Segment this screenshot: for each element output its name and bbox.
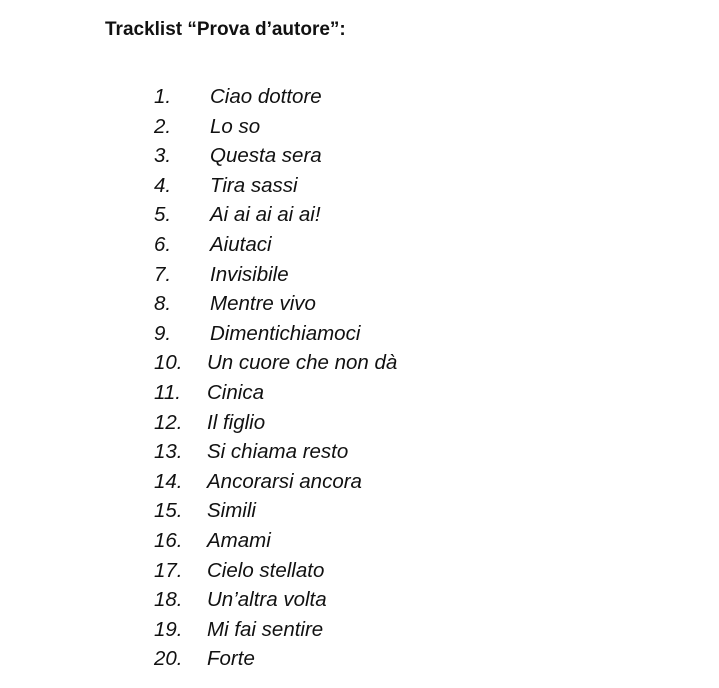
track-title: Tira sassi — [210, 173, 298, 197]
track-number: 3. — [154, 144, 172, 168]
track-title: Simili — [207, 499, 256, 523]
track-title: Un’altra volta — [207, 588, 327, 612]
track-title: Mentre vivo — [210, 292, 316, 316]
track-number: 5. — [154, 203, 172, 227]
track-number: 16. — [154, 528, 183, 552]
track-number: 8. — [154, 292, 172, 316]
track-number: 4. — [154, 173, 172, 197]
track-number: 11. — [154, 380, 181, 404]
track-title: Dimentichiamoci — [210, 321, 361, 345]
track-title: Mi fai sentire — [207, 617, 324, 641]
track-title: Aiutaci — [210, 232, 272, 256]
track-number: 13. — [154, 440, 183, 464]
track-title: Il figlio — [207, 410, 266, 434]
track-title: Si chiama resto — [207, 440, 349, 464]
track-number: 10. — [154, 351, 183, 375]
track-number: 17. — [154, 558, 183, 582]
track-title: Forte — [207, 647, 255, 671]
track-number: 18. — [154, 588, 183, 612]
track-number: 15. — [154, 499, 183, 523]
track-title: Questa sera — [210, 144, 322, 168]
track-title: Cielo stellato — [207, 558, 325, 582]
track-title: Invisibile — [210, 262, 289, 286]
track-title: Un cuore che non dà — [207, 351, 398, 375]
track-number: 6. — [154, 232, 172, 256]
track-number: 20. — [154, 647, 183, 671]
track-number: 1. — [154, 85, 172, 108]
track-title: Ai ai ai ai ai! — [210, 203, 321, 227]
track-title: Ciao dottore — [210, 85, 322, 108]
track-number: 2. — [154, 114, 172, 138]
track-title: Ancorarsi ancora — [207, 469, 362, 493]
track-title: Amami — [207, 528, 271, 552]
track-title: Cinica — [207, 380, 264, 404]
track-title: Lo so — [210, 114, 261, 138]
document-title: Tracklist “Prova d’autore”: — [105, 19, 346, 40]
track-number: 7. — [154, 262, 172, 286]
track-number: 14. — [154, 469, 183, 493]
track-number: 12. — [154, 410, 183, 434]
track-number: 9. — [154, 321, 172, 345]
track-number: 19. — [154, 617, 183, 641]
